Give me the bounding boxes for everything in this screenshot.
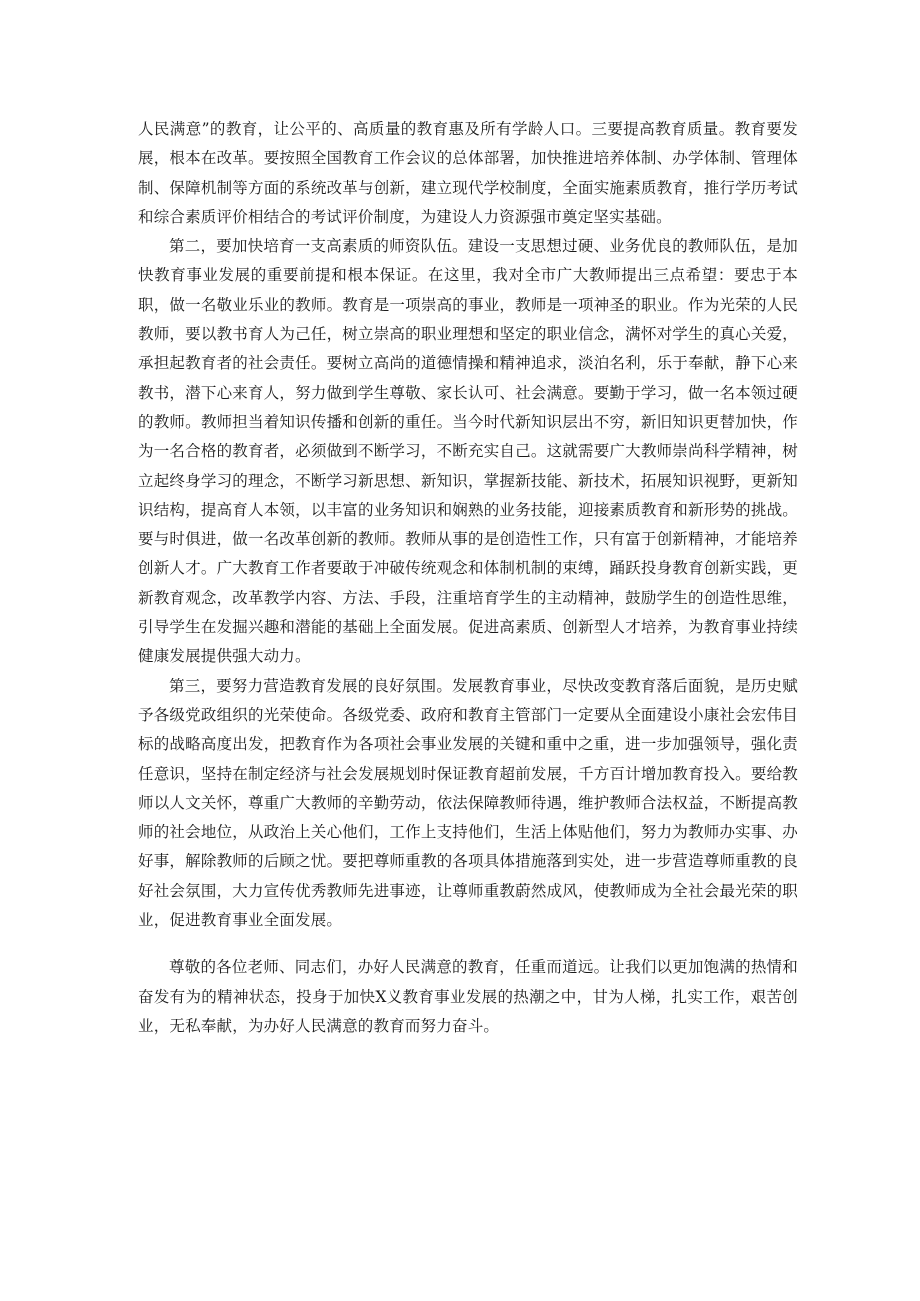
paragraph-teachers: 第二，要加快培育一支高素质的师资队伍。建设一支思想过硬、业务优良的教师队伍，是加快教育事业发展的重要前提和根本保证。在这里，我对全市广大教师提出三点希望：要忠于本职，做一名敬业乐业的教师。教育是一项崇高的事业，教师是一项神圣的职业。作为光荣的人民教师，要以教书育人为己任，树立崇高的职业理想和坚定的职业信念，满怀对学生的真心关爱，承担起教育者的社会责任。要树立高尚的道德情操和精神追求，淡泊名利，乐于奉献，静下心来教书，潜下心来育人，努力做到学生尊敬、家长认可、社会满意。要勤于学习，做一名本领过硬的教师。教师担当着知识传播和创新的重任。当今时代新知识层出不穷，新旧知识更替加快，作为一名合格的教育者，必须做到不断学习，不断充实自己。这就需要广大教师崇尚科学精神，树立起终身学习的理念，不断学习新思想、新知识，掌握新技能、新技术，拓展知识视野，更新知识结构，提高育人本领，以丰富的业务知识和娴熟的业务技能，迎接素质教育和新形势的挑战。要与时俱进，做一名改革创新的教师。教师从事的是创造性工作，只有富于创新精神，才能培养创新人才。广大教育工作者要敢于冲破传统观念和体制机制的束缚，踊跃投身教育创新实践，更新教育观念，改革教学内容、方法、手段，注重培育学生的主动精神，鼓励学生的创造性思维，引导学生在发掘兴趣和潜能的基础上全面发展。促进高素质、创新型人才培养，为教育事业持续健康发展提供强大动力。 (138, 237, 798, 666)
paragraph-continuation: 人民满意”的教育，让公平的、高质量的教育惠及所有学龄人口。三要提高教育质量。教育要发展，根本在改革。要按照全国教育工作会议的总体部署，加快推进培养体制、办学体制、管理体制、保障机制等方面的系统改革与创新，建立现代学校制度，全面实施素质教育，推行学历考试和综合素质评价相结合的考试评价制度，为建设人力资源强市奠定坚实基础。 (138, 120, 798, 226)
paragraph-closing: 尊敬的各位老师、同志们，办好人民满意的教育，任重而道远。让我们以更加饱满的热情和奋发有为的精神状态，投身于加快X义教育事业发展的热潮之中，甘为人梯，扎实工作，艰苦创业，无私奉献，为办好人民满意的教育而努力奋斗。 (138, 958, 798, 1035)
paragraph-environment: 第三，要努力营造教育发展的良好氛围。发展教育事业，尽快改变教育落后面貌，是历史赋予各级党政组织的光荣使命。各级党委、政府和教育主管部门一定要从全面建设小康社会宏伟目标的战略高度出发，把教育作为各项社会事业发展的关键和重中之重，进一步加强领导，强化责任意识，坚持在制定经济与社会发展规划时保证教育超前发展，千方百计增加教育投入。要给教师以人文关怀，尊重广大教师的辛勤劳动，依法保障教师待遇，维护教师合法权益，不断提高教师的社会地位，从政治上关心他们，工作上支持他们，生活上体贴他们，努力为教师办实事、办好事，解除教师的后顾之忧。要把尊师重教的各项具体措施落到实处，进一步营造尊师重教的良好社会氛围，大力宣传优秀教师先进事迹，让尊师重教蔚然成风，使教师成为全社会最光荣的职业，促进教育事业全面发展。 (138, 676, 798, 930)
document-body (138, 115, 798, 1041)
